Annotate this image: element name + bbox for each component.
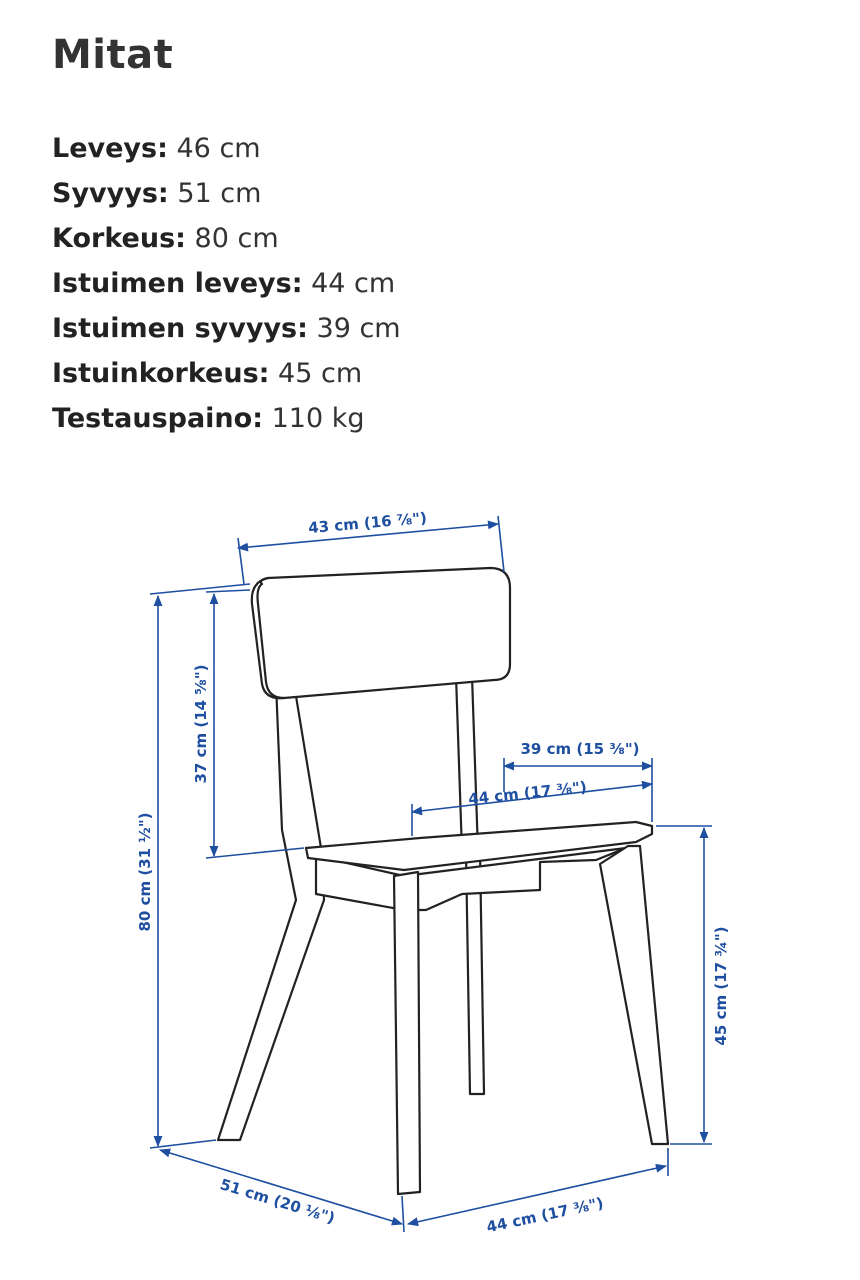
spec-label: Korkeus: [52, 223, 186, 254]
backrest [258, 568, 511, 698]
spec-value: 46 cm [176, 133, 261, 164]
label-width: 44 cm (17 ⅜") [484, 1193, 606, 1237]
dimension-list [52, 126, 401, 441]
spec-test-weight [52, 396, 401, 441]
chair-illustration [218, 568, 668, 1194]
label-seat-width: 44 cm (17 ⅜") [467, 777, 588, 809]
front-right-leg [600, 846, 668, 1144]
chair-dimension-diagram [0, 470, 860, 1270]
label-total-height: 80 cm (31 ½") [136, 812, 154, 932]
spec-seat-width [52, 261, 401, 306]
page-title: Mitat [52, 32, 174, 78]
label-seat-depth: 39 cm (15 ⅜") [520, 740, 640, 758]
spec-label: Syvyys: [52, 178, 169, 209]
backrest-post [456, 676, 478, 852]
rear-left-leg [218, 684, 324, 1140]
front-left-leg [394, 872, 420, 1194]
spec-width [52, 126, 401, 171]
label-backrest-width: 43 cm (16 ⅞") [307, 508, 428, 538]
label-backrest-height: 37 cm (14 ⅝") [192, 664, 210, 784]
spec-seat-depth [52, 306, 401, 351]
spec-label: Testauspaino: [52, 403, 264, 434]
spec-label: Leveys: [52, 133, 168, 164]
spec-value: 44 cm [311, 268, 396, 299]
spec-value: 39 cm [316, 313, 401, 344]
label-depth: 51 cm (20 ⅛") [217, 1175, 337, 1228]
spec-label: Istuinkorkeus: [52, 358, 270, 389]
spec-label: Istuimen leveys: [52, 268, 303, 299]
spec-label: Istuimen syvyys: [52, 313, 308, 344]
label-seat-height: 45 cm (17 ¾") [712, 926, 730, 1046]
spec-value: 80 cm [194, 223, 279, 254]
spec-depth [52, 171, 401, 216]
spec-value: 51 cm [177, 178, 262, 209]
spec-value: 45 cm [278, 358, 363, 389]
spec-height [52, 216, 401, 261]
spec-seat-height [52, 351, 401, 396]
spec-value: 110 kg [271, 403, 365, 434]
